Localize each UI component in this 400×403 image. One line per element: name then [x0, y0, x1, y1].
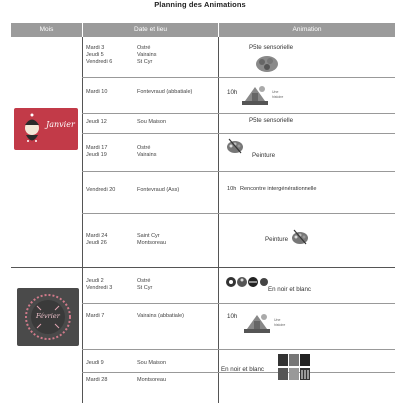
palette-icon	[291, 228, 309, 246]
page-title: Planning des Animations	[154, 0, 246, 9]
palette-icon	[226, 137, 244, 155]
row-divider	[82, 133, 395, 134]
row5-time: 10h	[227, 186, 237, 192]
svg-text:Une: Une	[272, 90, 279, 94]
svg-text:histoire: histoire	[274, 323, 286, 327]
row10-date: Mardi 28	[86, 377, 108, 383]
row9-animation: En noir et blanc	[221, 366, 264, 373]
sensory-dough-icon	[255, 53, 279, 73]
row-divider	[82, 77, 395, 78]
row7-animation: En noir et blanc	[268, 286, 311, 293]
month-divider	[11, 267, 395, 268]
header-date: Date et lieu	[83, 23, 218, 37]
row-divider	[82, 171, 395, 172]
row6-animation: Peinture	[265, 236, 289, 243]
row2-date: Mardi 10	[86, 89, 108, 95]
row1-places: Ostré Vairains St Cyr	[137, 45, 157, 65]
row7-places: Ostré St Cyr	[137, 278, 153, 291]
book-illustration-icon	[240, 81, 290, 109]
row1-dates: Mardi 3 Jeudi 5 Vendredi 6	[86, 45, 113, 65]
row5-animation: Rencontre intergénérationnelle	[240, 186, 317, 192]
black-white-balls-icon	[225, 275, 269, 289]
svg-text:Une: Une	[274, 318, 281, 322]
row6-places: Saint Cyr Montsoreau	[137, 233, 167, 246]
row-divider	[82, 213, 395, 214]
row9-place: Sou Maison	[137, 360, 167, 366]
header-mois: Mois	[11, 23, 82, 37]
row4-animation: Peinture	[252, 152, 276, 159]
row7-dates: Jeudi 2 Vendredi 3	[86, 278, 113, 291]
planning-table	[11, 23, 395, 403]
row3-animation: P5te sensorielle	[249, 117, 294, 124]
row4-places: Ostré Vairains	[137, 145, 157, 158]
row10-place: Montsoreau	[137, 377, 167, 383]
row2-place: Fontevraud (abbatiale)	[137, 89, 193, 95]
header-animation: Animation	[219, 23, 395, 37]
row4-dates: Mardi 17 Jeudi 19	[86, 145, 108, 158]
svg-text:histoire: histoire	[272, 95, 284, 99]
row2-time: 10h	[227, 89, 238, 96]
row8-date: Mardi 7	[86, 313, 105, 319]
row8-time: 10h	[227, 313, 238, 320]
book-illustration-icon	[242, 309, 292, 337]
row-divider	[82, 113, 395, 114]
row9-date: Jeudi 9	[86, 360, 104, 366]
black-white-shapes-icon	[277, 353, 311, 383]
fevrier-label: Février	[36, 312, 60, 320]
row5-date: Vendredi 20	[86, 187, 116, 193]
row8-place: Vairains (abbatiale)	[137, 313, 184, 319]
row3-place: Sou Maison	[137, 119, 167, 125]
janvier-image	[14, 108, 78, 150]
janvier-label: Janvier	[46, 120, 75, 129]
row5-place: Fontevraud (Ass)	[137, 187, 180, 193]
row3-date: Jeudi 12	[86, 119, 107, 125]
row-divider	[82, 349, 395, 350]
fevrier-image	[17, 288, 79, 346]
row-divider	[82, 303, 395, 304]
row1-animation: P5te sensorielle	[249, 44, 294, 51]
row6-dates: Mardi 24 Jeudi 26	[86, 233, 108, 246]
